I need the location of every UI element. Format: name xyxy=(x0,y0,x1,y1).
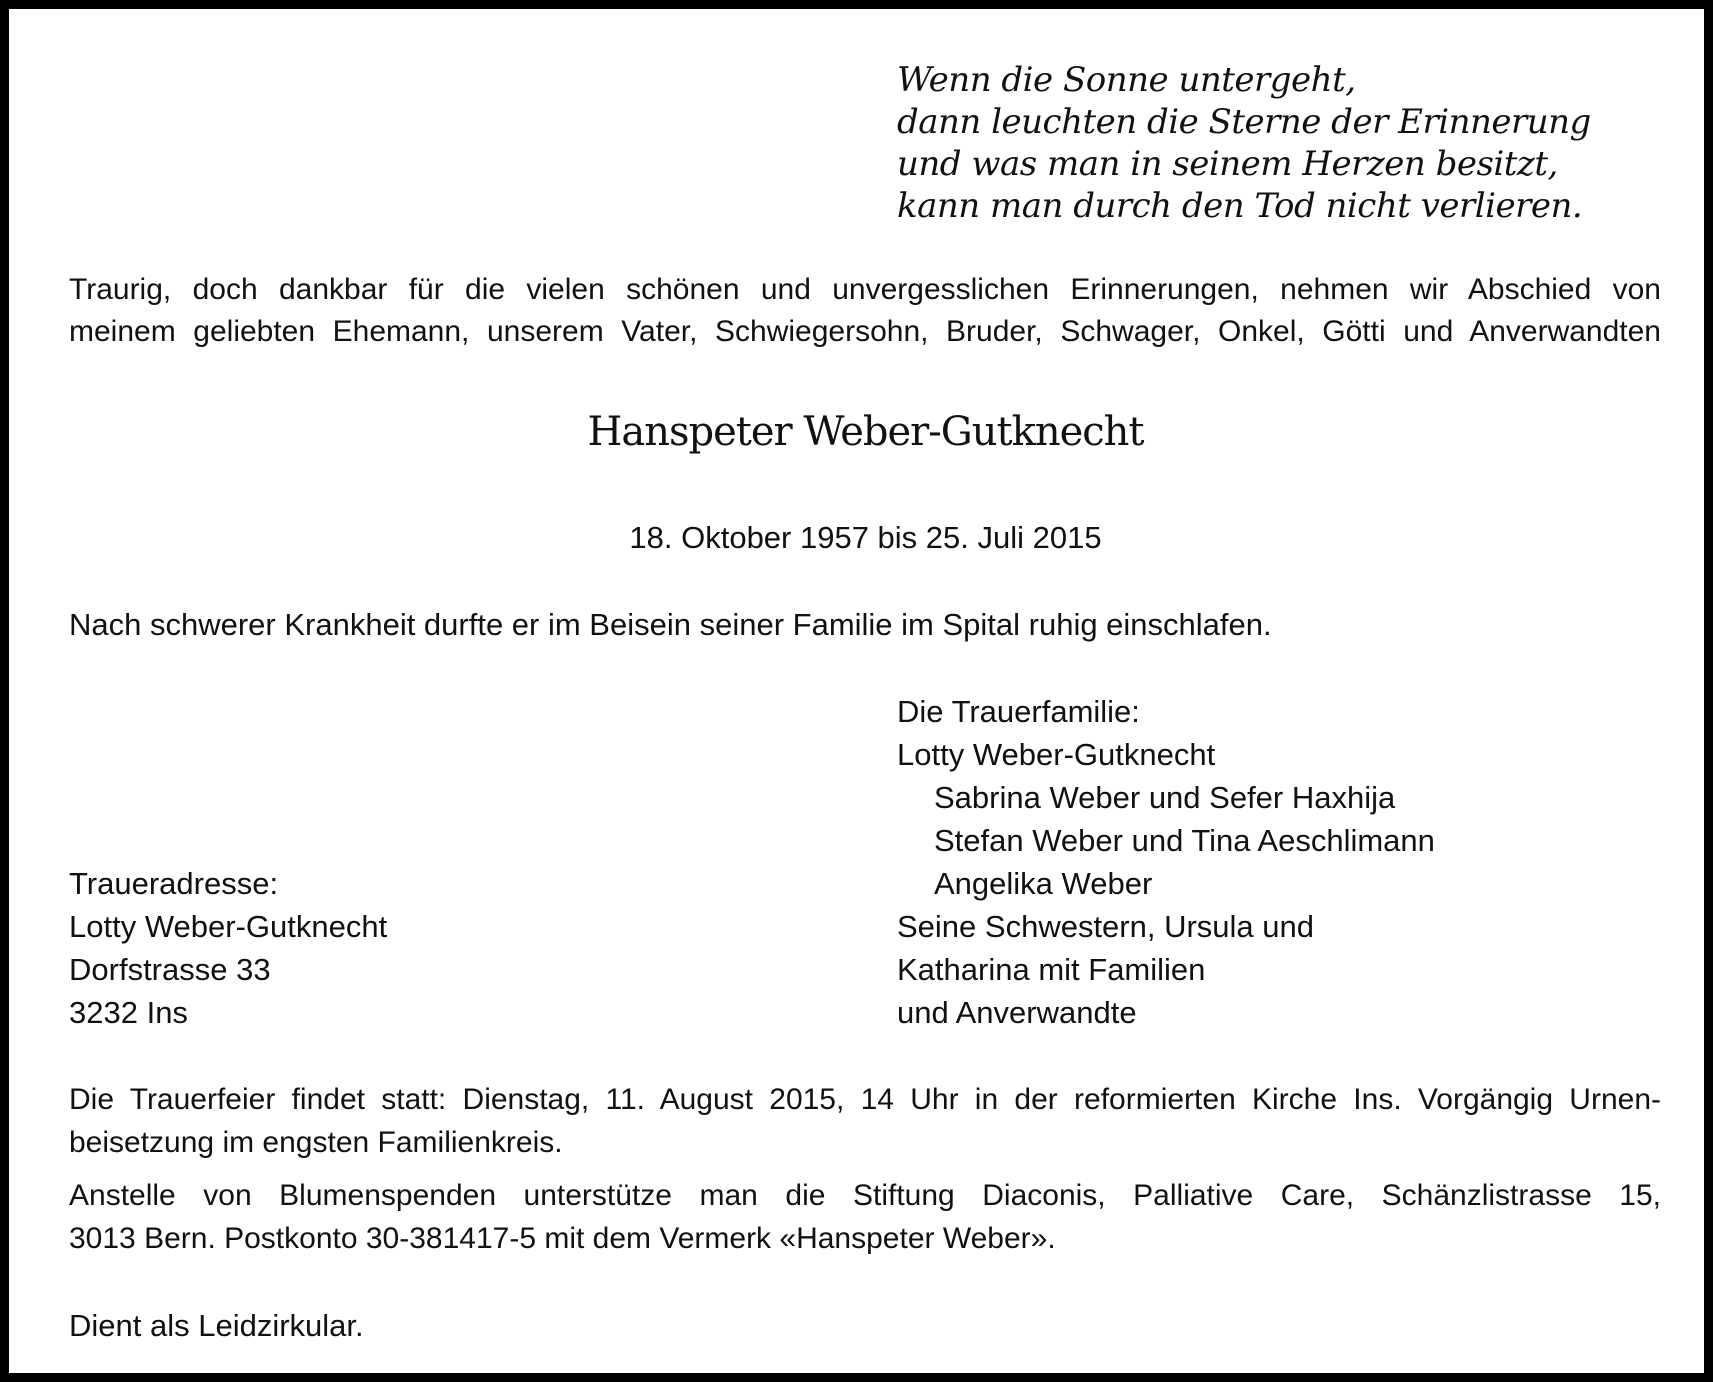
mourning-address xyxy=(69,862,387,1034)
passing-note: Nach schwerer Krankheit durfte er im Beisein seiner Familie im Spital ruhig einschlafen. xyxy=(69,607,1272,642)
donation-notice xyxy=(69,1174,1661,1260)
poem xyxy=(897,59,1591,227)
family-spouse: Lotty Weber-Gutknecht xyxy=(897,737,1216,772)
address-name: Lotty Weber-Gutknecht xyxy=(69,909,388,944)
poem-line: Wenn die Sonne untergeht, xyxy=(897,60,1356,100)
intro-line: meinem geliebten Ehemann, unserem Vater, Schwiegersohn, Bruder, Schwager, Onkel, Götti und Anverwandten xyxy=(69,315,1661,348)
ceremony-notice xyxy=(69,1078,1661,1164)
poem-line: und was man in seinem Herzen besitzt, xyxy=(897,144,1558,184)
mourning-family xyxy=(897,690,1435,1034)
ceremony-line: Die Trauerfeier findet statt: Dienstag, 11. August 2015, 14 Uhr in der reformierten Kirche Ins. Vorgängig Urnen- xyxy=(69,1083,1661,1116)
donation-line: 3013 Bern. Postkonto 30-381417-5 mit dem Vermerk «Hanspeter Weber». xyxy=(69,1222,1056,1255)
family-other: und Anverwandte xyxy=(897,995,1137,1030)
deceased-name: Hanspeter Weber-Gutknecht xyxy=(587,409,1144,455)
intro-paragraph xyxy=(69,269,1661,353)
ceremony-line: beisetzung im engsten Familienkreis. xyxy=(69,1126,563,1159)
family-child: Angelika Weber xyxy=(934,866,1153,901)
donation-line: Anstelle von Blumenspenden unterstütze man die Stiftung Diaconis, Palliative Care, Schänzlistrasse 15, xyxy=(69,1179,1661,1212)
poem-line: dann leuchten die Sterne der Erinnerung xyxy=(897,102,1591,142)
intro-line: Traurig, doch dankbar für die vielen schönen und unvergesslichen Erinnerungen, nehmen wir Abschied von xyxy=(69,273,1661,306)
family-other: Katharina mit Familien xyxy=(897,952,1206,987)
poem-line: kann man durch den Tod nicht verlieren. xyxy=(897,186,1583,226)
address-street: Dorfstrasse 33 xyxy=(69,952,271,987)
family-other: Seine Schwestern, Ursula und xyxy=(897,909,1315,944)
family-child: Stefan Weber und Tina Aeschlimann xyxy=(934,823,1435,858)
family-heading: Die Trauerfamilie: xyxy=(897,694,1140,729)
closing-note: Dient als Leidzirkular. xyxy=(69,1308,364,1343)
family-child: Sabrina Weber und Sefer Haxhija xyxy=(934,780,1396,815)
address-city: 3232 Ins xyxy=(69,995,188,1030)
address-heading: Traueradresse: xyxy=(69,866,279,901)
life-dates: 18. Oktober 1957 bis 25. Juli 2015 xyxy=(629,520,1102,555)
